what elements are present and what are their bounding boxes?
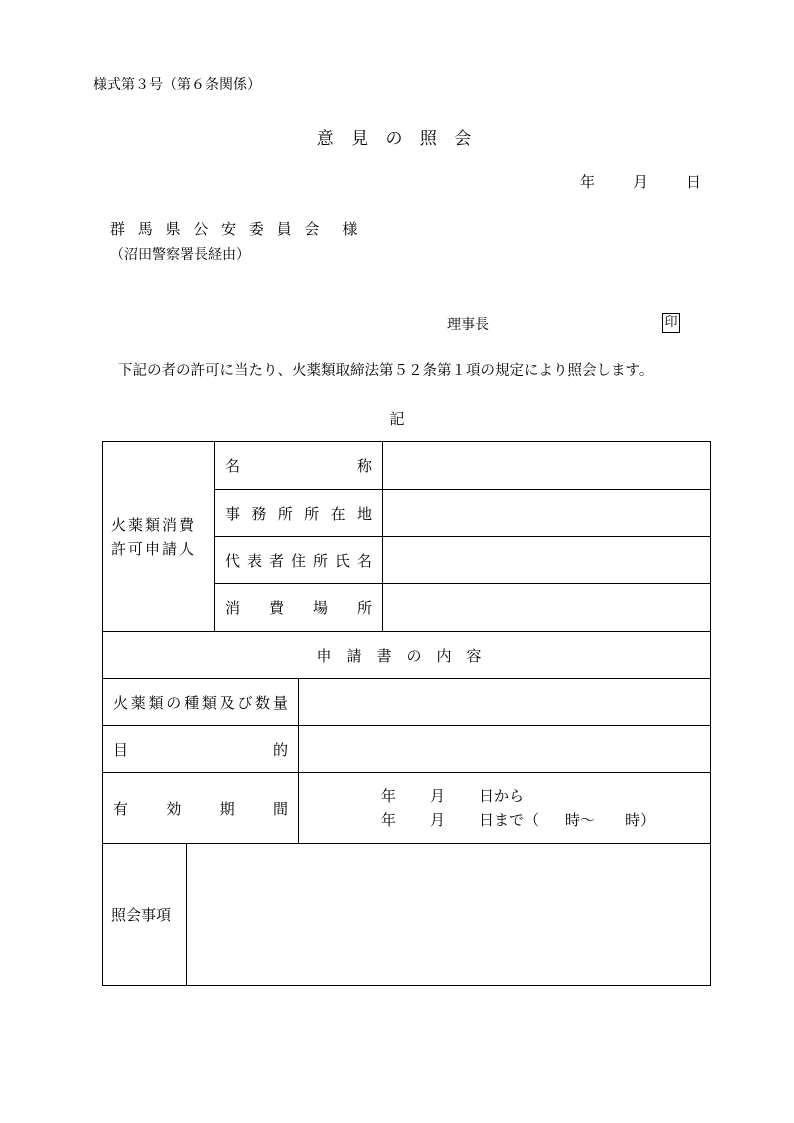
name-label: 名 称	[215, 442, 383, 490]
body-text: 下記の者の許可に当たり、火薬類取締法第５２条第１項の規定により照会します。	[118, 363, 654, 379]
date-day: 日	[685, 173, 701, 191]
office-address-field[interactable]	[383, 490, 711, 537]
explosive-type-field[interactable]	[299, 679, 711, 726]
office-address-label: 事 務 所 所 在 地	[215, 490, 383, 537]
explosive-type-label: 火 薬 類 の 種 類 及 び 数 量	[103, 679, 299, 726]
inquiry-label: 照会事項	[103, 844, 187, 986]
addressee: 群 馬 県 公 安 委 員 会 様	[110, 220, 362, 238]
date-month: 月	[632, 173, 648, 191]
period-from-line: 年 月 日から	[381, 787, 525, 805]
consumption-site-label: 消 費 場 所	[215, 584, 383, 632]
inquiry-field[interactable]	[187, 844, 711, 986]
validity-period-field[interactable]	[299, 773, 711, 844]
representative-label: 代 表 者 住 所 氏 名	[215, 537, 383, 584]
applicant-group-label-line2: 許可申請人	[111, 539, 197, 558]
date-year: 年	[579, 173, 595, 191]
sender-title: 理事長	[447, 317, 489, 333]
purpose-label: 目 的	[103, 726, 299, 773]
applicant-table	[102, 441, 711, 632]
representative-field[interactable]	[383, 537, 711, 584]
seal-mark: 印	[662, 313, 680, 333]
addressee-via: （沼田警察署長経由）	[110, 247, 250, 263]
applicant-group-label-line1: 火薬類消費	[111, 515, 197, 534]
application-section-header: 申請書の内容	[103, 632, 711, 679]
name-field[interactable]	[383, 442, 711, 490]
consumption-site-field[interactable]	[383, 584, 711, 632]
ki-heading: 記	[389, 410, 405, 428]
page-title: 意 見 の 照 会	[316, 129, 478, 149]
form-number: 様式第３号（第６条関係）	[93, 77, 261, 93]
validity-period-label: 有 効 期 間	[103, 773, 299, 844]
date-line	[580, 171, 701, 192]
inquiry-table	[102, 843, 711, 986]
period-until-line: 年 月 日まで（ 時～ 時）	[381, 811, 656, 829]
applicant-group-label	[103, 442, 215, 632]
application-table	[102, 631, 711, 844]
purpose-field[interactable]	[299, 726, 711, 773]
